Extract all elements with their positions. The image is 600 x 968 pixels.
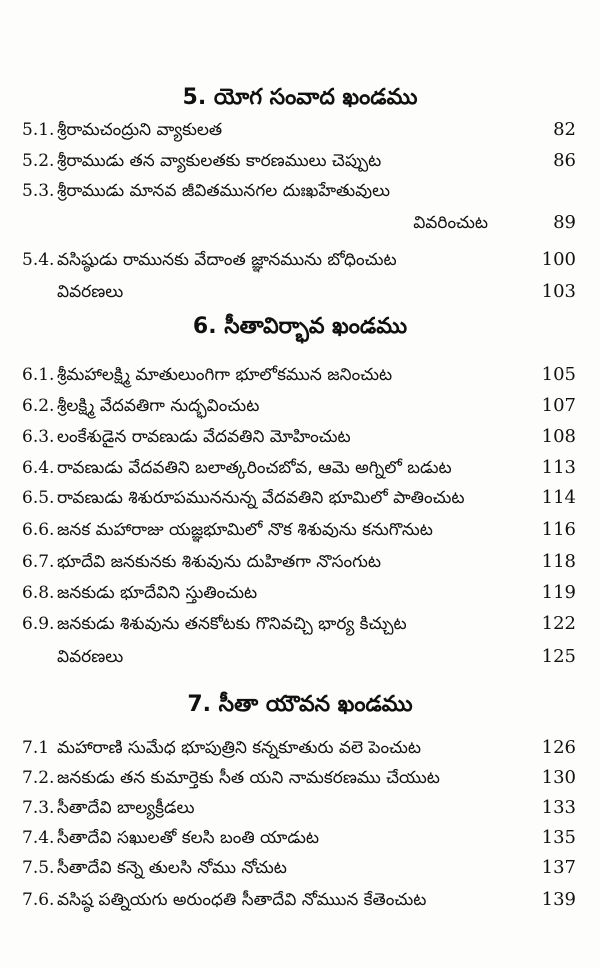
entry-number: 6.7. [22,552,55,572]
entry-title: వసిష్ఠ పత్నియగు అరుంధతి సీతాదేవి నోముున కేతెంచుట [57,890,427,910]
toc-entry [0,146,600,176]
entry-page: 89 [553,212,576,233]
entry-page: 126 [541,737,576,758]
entry-title-continuation: వివరించుట [413,213,488,233]
entry-number: 5.2. [22,151,55,171]
toc-entry [0,360,600,390]
section-heading: 7. సీతా యౌవన ఖండము [187,692,413,717]
entry-title: మహారాణి సుమేధ భూపుత్రిని కన్నకూతురు వలె పెంచుట [57,738,422,758]
entry-number: 6.1. [22,365,55,385]
entry-page: 116 [541,519,576,540]
entry-title: సీతాదేవి సఖులతో కలసి బంతి యాడుట [57,828,319,848]
entry-number: 5.1. [22,120,55,140]
section-heading: 6. సీతావిర్భావ ఖండము [192,314,408,339]
entry-page: 100 [541,249,576,270]
entry-number: 5.3. [22,181,55,201]
toc-entry [0,733,600,763]
entry-title: శ్రీరామచంద్రుని వ్యాకులత [57,120,223,140]
entry-page: 135 [541,827,576,848]
toc-entry [0,483,600,513]
entry-page: 82 [553,119,576,140]
entry-page: 118 [541,551,576,572]
entry-page: 139 [541,889,576,910]
entry-number: 7.3. [22,798,55,818]
entry-title: శ్రీరాముడు మానవ జీవితమునగల దుఃఖహేతువులు [57,181,391,201]
entry-title: వివరణలు [57,282,124,302]
entry-title: జనకుడు భూదేవిని స్తుతించుట [57,583,258,603]
entry-number: 6.2. [22,396,55,416]
entry-number: 6.6. [22,520,55,540]
entry-title: సీతాదేవి కన్నె తులసి నోము నోచుట [57,858,287,878]
entry-title: శ్రీమహాలక్ష్మి మాతులుంగిగా భూలోకమున జనించుట [57,365,393,385]
toc-entry [0,642,600,672]
entry-title: జనక మహారాజు యజ్ఞభూమిలో నొక శిశువును కనుగొనుట [57,520,433,540]
entry-number: 7.4. [22,828,55,848]
entry-page: 137 [541,857,576,878]
toc-entry [0,609,600,639]
entry-number: 6.9. [22,614,55,634]
entry-title: జనకుడు తన కుమార్తెకు సీత యని నామకరణము చేయుట [57,768,440,788]
toc-entry [0,391,600,421]
entry-page: 119 [541,582,576,603]
toc-entry [0,277,600,307]
entry-title: రావణుడు శిశురూపముననున్న వేదవతిని భూమిలో పాతించుట [57,488,465,508]
entry-page: 130 [541,767,576,788]
entry-title: శ్రీలక్ష్మి వేదవతిగా నుద్భవించుట [57,396,260,416]
entry-page: 105 [541,364,576,385]
entry-number: 6.8. [22,583,55,603]
toc-entry [0,547,600,577]
entry-page: 114 [541,487,576,508]
toc-entry [0,453,600,483]
entry-title: వసిష్ఠుడు రామునకు వేదాంత జ్ఞానమును బోధించుట [57,250,397,270]
entry-page: 125 [541,646,576,667]
section-heading: 5. యోగ సంవాద ఖండము [182,85,418,110]
toc-entry [0,885,600,915]
entry-page: 103 [541,281,576,302]
entry-number: 5.4. [22,250,55,270]
toc-entry [0,115,600,145]
entry-number: 7.5. [22,858,55,878]
toc-entry [0,422,600,452]
entry-title: సీతాదేవి బాల్యక్రీడలు [57,798,195,818]
toc-entry-continuation [0,208,600,238]
toc-entry [0,245,600,275]
entry-number: 7.6. [22,890,55,910]
entry-page: 122 [541,613,576,634]
entry-page: 108 [541,426,576,447]
toc-entry [0,578,600,608]
entry-title: భూదేవి జనకునకు శిశువును దుహితగా నొసంగుట [57,552,382,572]
toc-entry [0,763,600,793]
entry-number: 7.1 [22,738,50,758]
entry-title: లంకేశుడైన రావణుడు వేదవతిని మోహించుట [57,427,351,447]
toc-entry [0,793,600,823]
entry-page: 133 [541,797,576,818]
toc-entry [0,515,600,545]
entry-number: 6.4. [22,458,55,478]
entry-title: రావణుడు వేదవతిని బలాత్కరించబోవ, ఆమె అగ్నిలో బడుట [57,458,452,478]
entry-number: 6.3. [22,427,55,447]
entry-title: శ్రీరాముడు తన వ్యాకులతకు కారణములు చెప్పుట [57,151,382,171]
entry-page: 107 [541,395,576,416]
toc-entry [0,823,600,853]
toc-entry [0,176,600,206]
entry-number: 6.5. [22,488,55,508]
toc-entry [0,853,600,883]
entry-page: 113 [541,457,576,478]
entry-number: 7.2. [22,768,55,788]
entry-title: వివరణలు [57,647,124,667]
entry-page: 86 [553,150,576,171]
entry-title: జనకుడు శిశువును తనకోటకు గొనివచ్చి భార్య కిచ్చుట [57,614,407,634]
